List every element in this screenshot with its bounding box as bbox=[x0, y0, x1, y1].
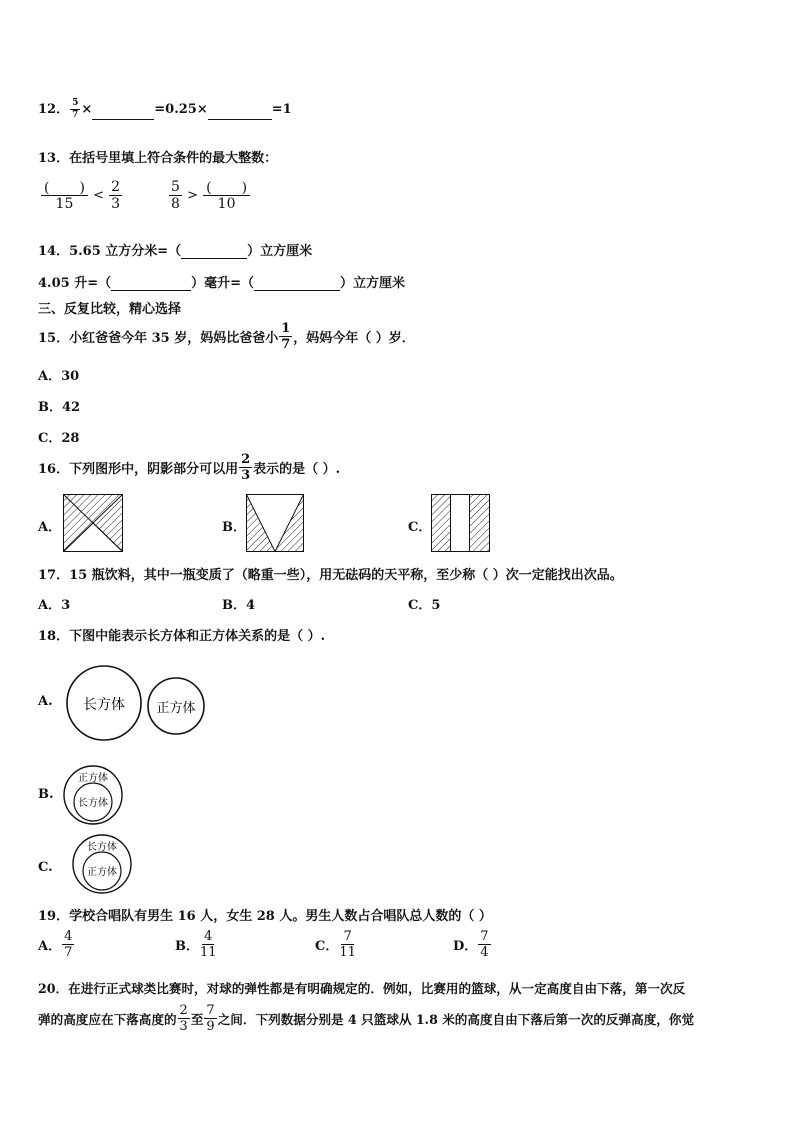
figure-option-c[interactable] bbox=[431, 494, 490, 552]
cube-label: 正方体 bbox=[78, 773, 108, 784]
question-19: 19．学校合唱队有男生 16 人，女生 28 人。男生人数占合唱队总人数的（ ） bbox=[38, 909, 492, 924]
q13-expression-2: $\frac{5}{8}$ > $\frac{( )}{10}$ bbox=[168, 180, 251, 211]
question-16: 16．下列图形中，阴影部分可以用 $\frac{2}{3}$ 表示的是（ ）. bbox=[38, 452, 341, 483]
option-a-label[interactable]: A． bbox=[38, 520, 62, 535]
question-17: 17．15 瓶饮料，其中一瓶变质了（略重一些），用无砝码的天平称，至少称（ ）次一定能找出次品。 bbox=[38, 568, 623, 583]
fraction: $\frac{4}{11}$ bbox=[200, 929, 217, 960]
figure-option-b[interactable] bbox=[246, 494, 304, 552]
cuboid-label: 长方体 bbox=[83, 697, 125, 713]
question-20-line-2: 弹的高度应在下落高度的 $\frac{2}{3}$ 至 $\frac{7}{9}$ 之间．下列数据分别是 4 只篮球从 1.8 米的高度自由下落后第一次的反弹高度，你觉 bbox=[38, 1003, 695, 1034]
fraction: $\frac{1}{7}$ bbox=[281, 321, 291, 352]
option-b[interactable]: B． $\frac{4}{11}$ bbox=[175, 929, 217, 960]
fraction: $\frac{5}{8}$ bbox=[171, 179, 180, 212]
venn-option-c[interactable] bbox=[70, 834, 134, 894]
question-13-title: 13．在括号里填上符合条件的最大整数： bbox=[38, 151, 278, 166]
cuboid-label: 长方体 bbox=[78, 798, 108, 809]
fraction: $\frac{4}{7}$ bbox=[64, 929, 73, 960]
question-20-line-1: 20．在进行正式球类比赛时，对球的弹性都是有明确规定的．例如，比赛用的篮球，从一定高度自由下落，第一次反 bbox=[38, 981, 686, 996]
option-c[interactable]: C． $\frac{7}{11}$ bbox=[315, 929, 356, 960]
answer-blank[interactable] bbox=[254, 290, 340, 291]
fraction: $\frac{5}{7}$ bbox=[72, 98, 79, 120]
option-c[interactable]: C．5 bbox=[408, 598, 441, 613]
answer-blank[interactable] bbox=[208, 119, 272, 120]
option-b[interactable]: B．42 bbox=[38, 400, 81, 415]
answer-blank[interactable] bbox=[92, 119, 154, 120]
fraction: $\frac{2}{3}$ bbox=[179, 1003, 188, 1034]
section-heading: 三、反复比较，精心选择 bbox=[38, 302, 182, 317]
fraction: $\frac{2}{3}$ bbox=[241, 452, 251, 483]
option-b[interactable]: B．4 bbox=[222, 598, 256, 613]
figure-option-a[interactable] bbox=[63, 494, 123, 552]
answer-blank[interactable] bbox=[111, 290, 191, 291]
question-18: 18．下图中能表示长方体和正方体关系的是（ ）. bbox=[38, 629, 326, 644]
option-c[interactable]: C．28 bbox=[38, 431, 80, 446]
cube-label: 正方体 bbox=[156, 701, 196, 716]
fraction: $\frac{7}{9}$ bbox=[206, 1003, 215, 1034]
fraction: $\frac{2}{3}$ bbox=[111, 179, 121, 212]
cube-label: 正方体 bbox=[87, 867, 117, 878]
venn-option-b[interactable] bbox=[62, 765, 124, 825]
fraction: $\frac{( )}{10}$ bbox=[203, 181, 250, 211]
fraction: $\frac{( )}{15}$ bbox=[41, 181, 88, 211]
option-d[interactable]: D． $\frac{7}{4}$ bbox=[453, 929, 489, 960]
option-c-label[interactable]: C． bbox=[408, 520, 432, 535]
venn-option-a[interactable] bbox=[62, 664, 207, 742]
cuboid-label: 长方体 bbox=[87, 842, 117, 853]
option-a[interactable]: A． $\frac{4}{7}$ bbox=[38, 929, 73, 960]
option-b-label[interactable]: B. bbox=[38, 787, 54, 802]
question-14-line-1: 14．5.65 立方分米=（ ）立方厘米 bbox=[38, 244, 313, 259]
option-a[interactable]: A．30 bbox=[38, 369, 80, 384]
option-b-label[interactable]: B． bbox=[222, 520, 246, 535]
option-c-label[interactable]: C. bbox=[38, 860, 53, 875]
option-a[interactable]: A．3 bbox=[38, 598, 71, 613]
fraction: $\frac{7}{11}$ bbox=[339, 929, 356, 960]
q13-expression-1: $\frac{( )}{15}$ < $\frac{2}{3}$ bbox=[40, 180, 123, 211]
answer-blank[interactable] bbox=[181, 258, 247, 259]
fraction: $\frac{7}{4}$ bbox=[480, 929, 489, 960]
question-15: 15．小红爸爸今年 35 岁，妈妈比爸爸小 $\frac{1}{7}$ ，妈妈今年（ ）岁． bbox=[38, 321, 415, 352]
question-14-line-2: 4.05 升=（ ）毫升=（ ）立方厘米 bbox=[38, 276, 406, 291]
option-a-label[interactable]: A. bbox=[38, 694, 53, 709]
question-12: 12． $\frac{5}{7}$ × =0.25× =1 bbox=[38, 98, 292, 120]
